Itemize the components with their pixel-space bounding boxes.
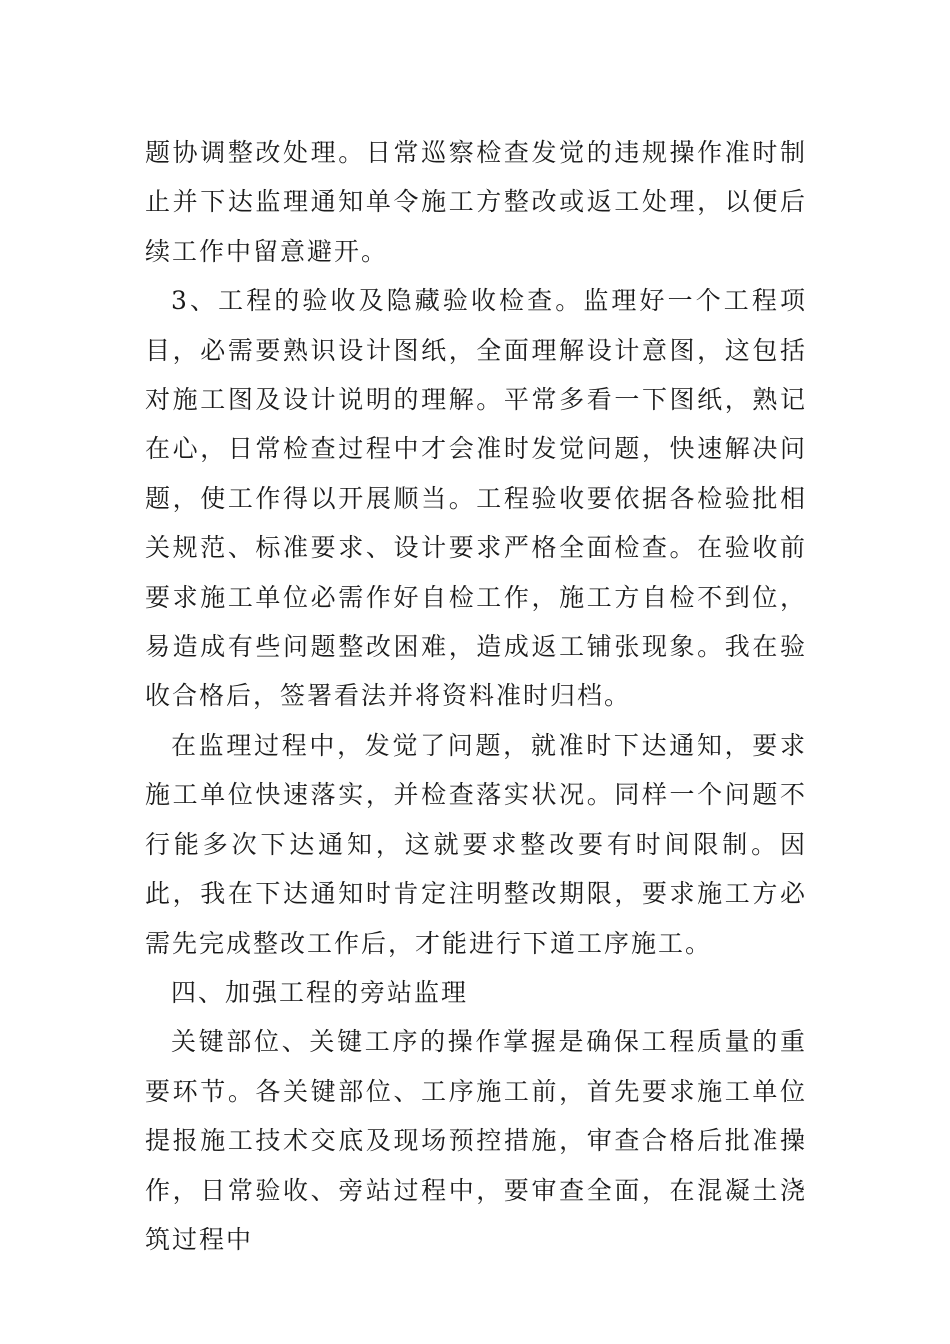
paragraph-continuation: 题协调整改处理。日常巡察检查发觉的违规操作准时制止并下达监理通知单令施工方整改或返工处理，以便后续工作中留意避开。 bbox=[145, 138, 807, 266]
paragraph-inspection-acceptance: 3、工程的验收及隐藏验收检查。监理好一个工程项目，必需要熟识设计图纸，全面理解设计意图，这包括对施工图及设计说明的理解。平常多看一下图纸，熟记在心，日常检查过程中才会准时发觉问题，快速解决问题，使工作得以开展顺当。工程验收要依据各检验批相关规范、标准要求、设计要求严格全面检查。在验收前要求施工单位必需作好自检工作，施工方自检不到位，易造成有些问题整改困难，造成返工铺张现象。我在验收合格后，签署看法并将资料准时归档。 bbox=[145, 286, 807, 711]
section-heading-side-supervision: 四、加强工程的旁站监理 bbox=[171, 977, 469, 1007]
paragraph-key-procedures: 关键部位、关键工序的操作掌握是确保工程质量的重要环节。各关键部位、工序施工前，首先要求施工单位提报施工技术交底及现场预控措施，审查合格后批准操作，日常验收、旁站过程中，要审查全面，在混凝土浇筑过程中 bbox=[145, 1027, 807, 1254]
document-body bbox=[145, 128, 807, 1264]
paragraph-notification: 在监理过程中，发觉了问题，就准时下达通知，要求施工单位快速落实，并检查落实状况。同样一个问题不行能多次下达通知，这就要求整改要有时间限制。因此，我在下达通知时肯定注明整改期限，要求施工方必需先完成整改工作后，才能进行下道工序施工。 bbox=[145, 730, 807, 958]
